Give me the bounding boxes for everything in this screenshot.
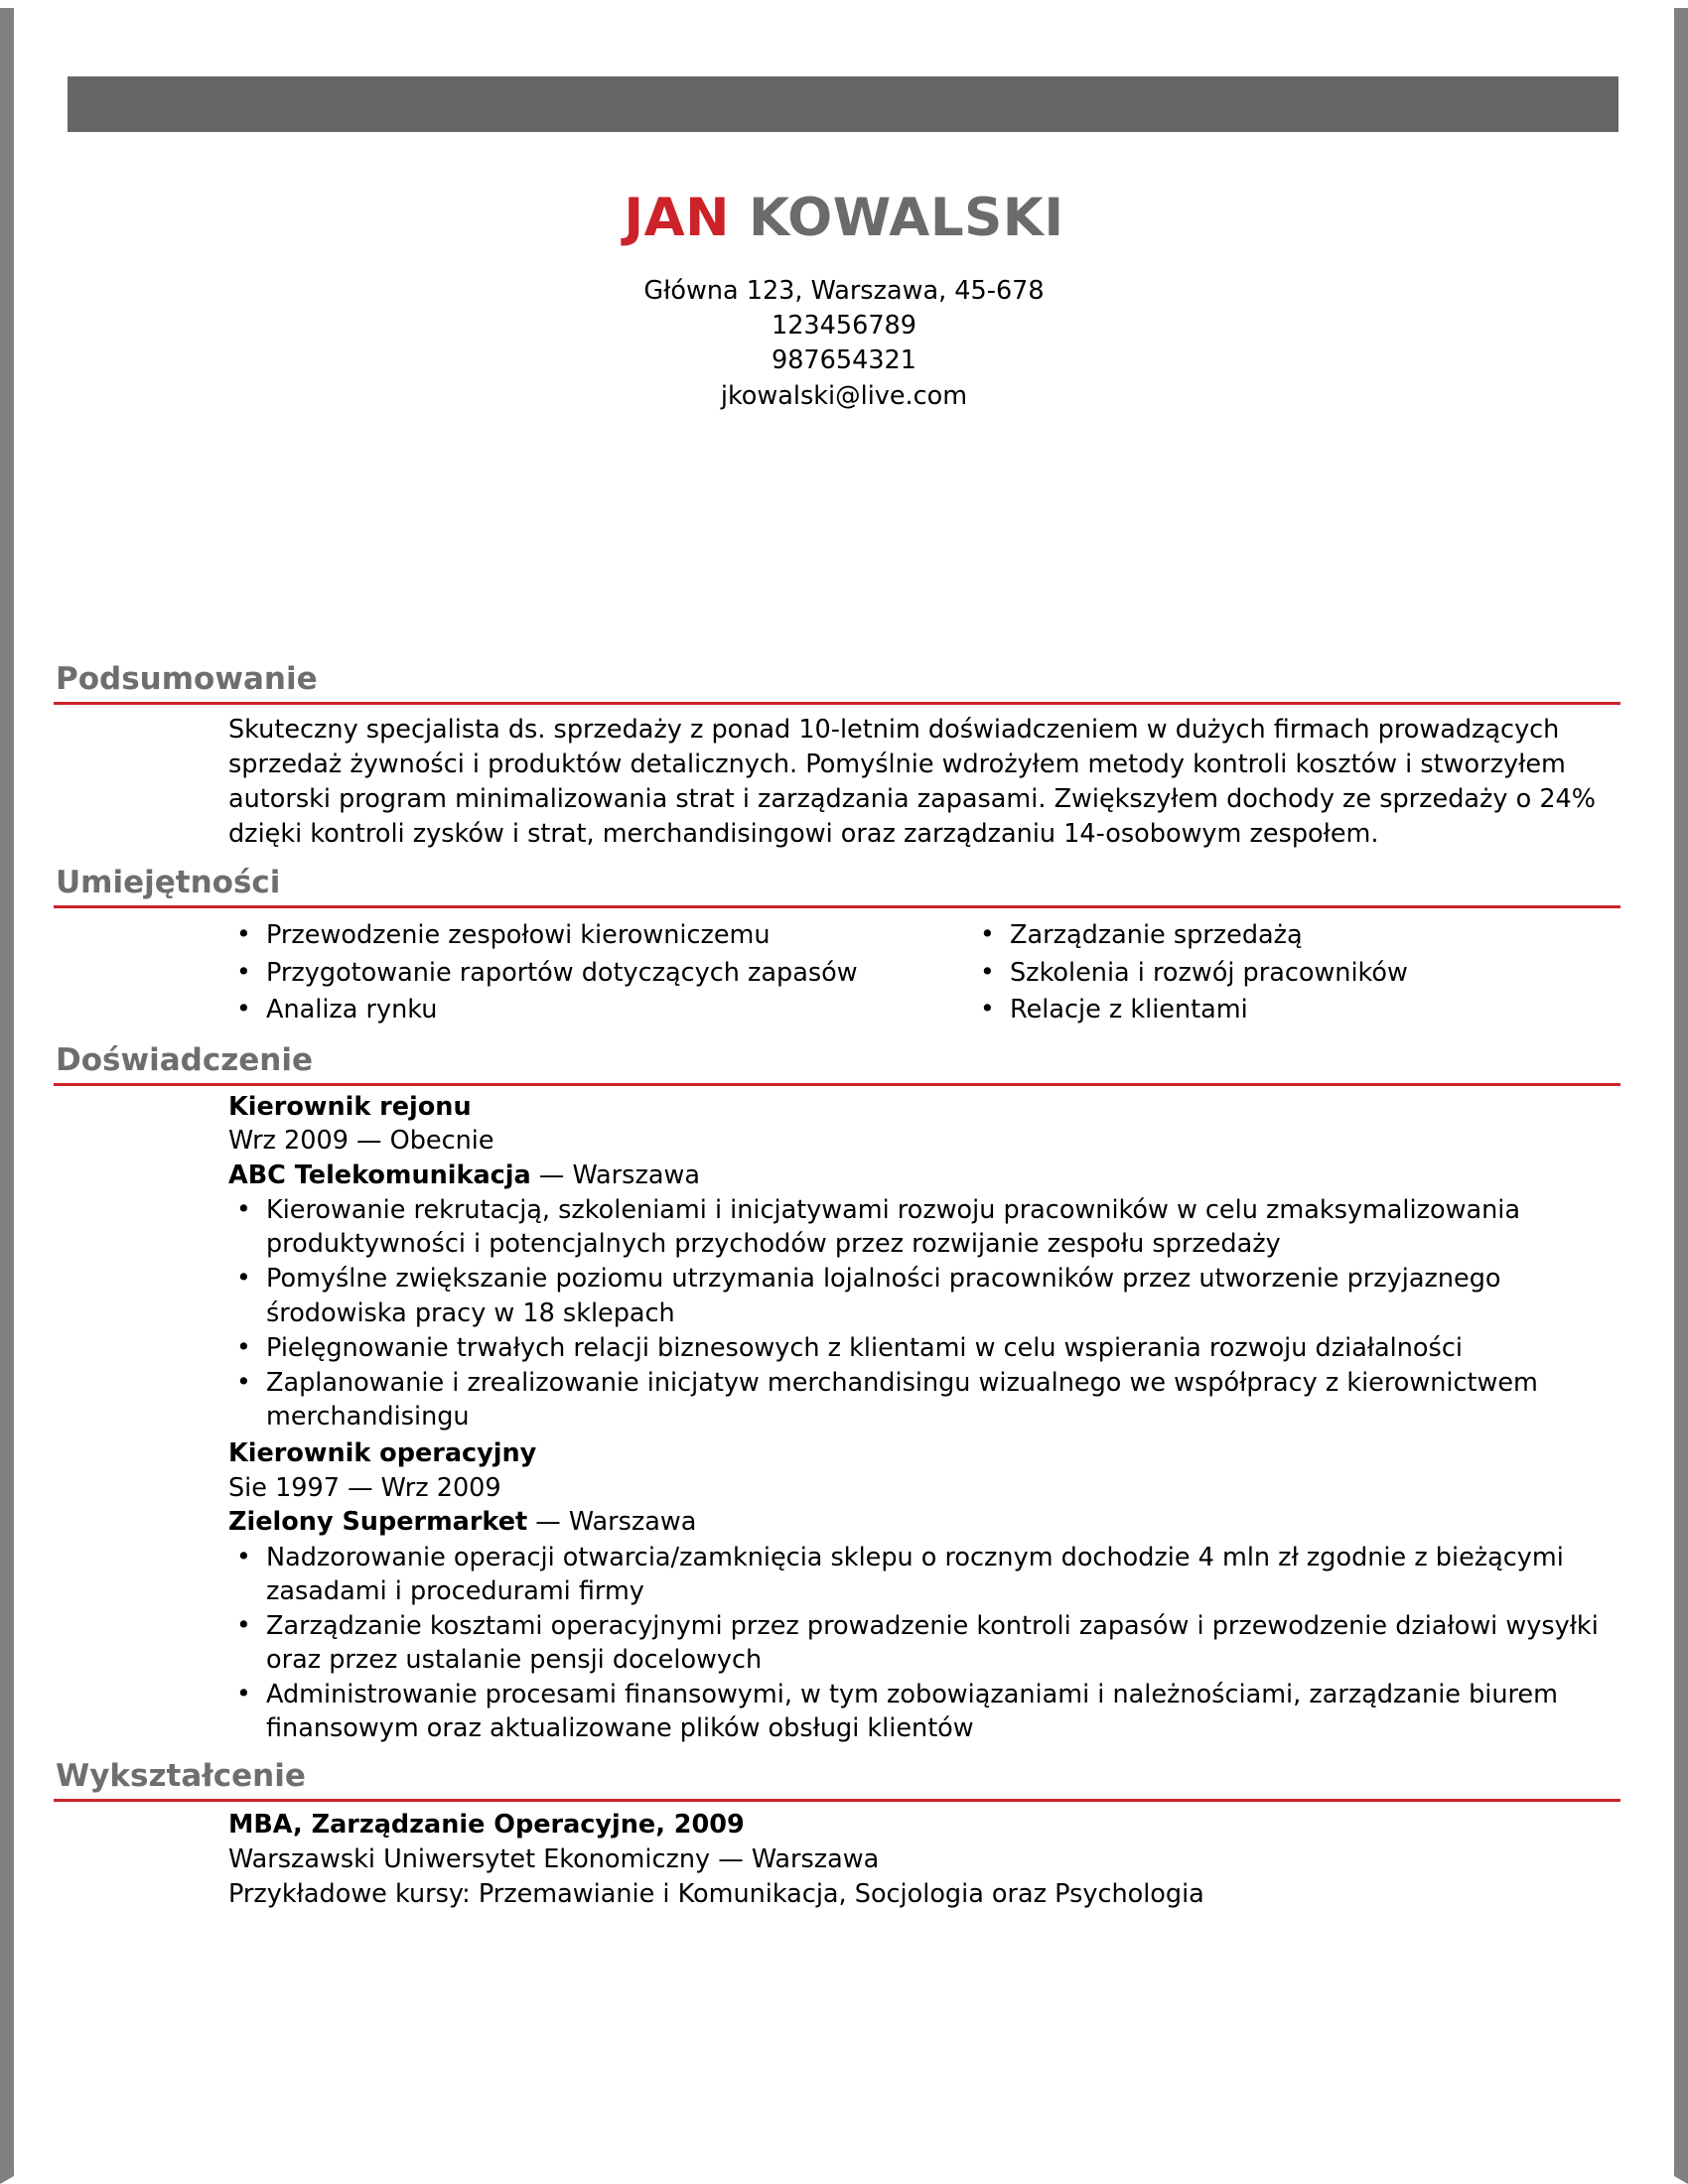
job-bullets [228, 1193, 1620, 1433]
job-location: Warszawa [572, 1160, 700, 1190]
education-entry [54, 1802, 1620, 1911]
job-title: Kierownik rejonu [228, 1091, 472, 1122]
section-title-summary: Podsumowanie [56, 660, 318, 697]
list-item: • Przygotowanie raportów dotyczących zapasów [266, 956, 924, 990]
list-item: • Szkolenia i rozwój pracowników [1010, 956, 1620, 990]
experience-entry [54, 1086, 1620, 1433]
skills-list-right [972, 918, 1620, 1025]
skills-column-left [228, 918, 924, 1028]
list-item: • Nadzorowanie operacji otwarcia/zamknięcia sklepu o rocznym dochodzie 4 mln zł zgodnie z bieżącymi zasadami i procedurami firmy [266, 1541, 1620, 1608]
list-item: • Zarządzanie kosztami operacyjnymi przez prowadzenie kontroli zapasów i przewodzenie działowi wysyłki oraz przez ustalanie pensji docelowych [266, 1609, 1620, 1677]
contact-phone-secondary: 987654321 [771, 345, 916, 376]
list-item: • Analiza rynku [266, 993, 924, 1026]
education-degree: MBA, Zarządzanie Operacyjne, 2009 [228, 1810, 745, 1841]
section-skills [54, 865, 1620, 1028]
job-bullets [228, 1541, 1620, 1746]
job-title: Kierownik operacyjny [228, 1438, 537, 1469]
job-separator: — [527, 1507, 569, 1538]
list-item: • Pielęgnowanie trwałych relacji biznesowych z klientami w celu wspierania rozwoju działalności [266, 1331, 1620, 1365]
summary-text: Skuteczny specjalista ds. sprzedaży z ponad 10-letnim doświadczeniem w dużych firmach prowadzących sprzedaż żywności i produktów detalicznych. Pomyślnie wdrożyłem metody kontroli kosztów i stworzyłem autorski program minimalizowania strat i zarządzania zapasami. Zwiększyłem dochody ze sprzedaży o 24% dzięki kontroli zysków i strat, merchandisingowi oraz zarządzaniu 14-osobowym zespołem. [228, 714, 1597, 849]
section-education [54, 1758, 1620, 1911]
section-title-experience: Doświadczenie [56, 1041, 314, 1078]
section-experience [54, 1041, 1620, 1746]
job-location: Warszawa [568, 1507, 697, 1538]
contact-block [14, 274, 1674, 414]
contact-address: Główna 123, Warszawa, 45-678 [643, 276, 1045, 306]
contact-email[interactable]: jkowalski@live.com [720, 380, 968, 411]
job-company-name: ABC Telekomunikacja [228, 1160, 531, 1190]
education-courses: Przykładowe kursy: Przemawianie i Komunikacja, Socjologia oraz Psychologia [228, 1878, 1204, 1909]
job-company-name: Zielony Supermarket [228, 1507, 528, 1538]
job-separator: — [530, 1160, 573, 1190]
section-title-skills: Umiejętności [56, 865, 281, 901]
job-dates: Wrz 2009 — Obecnie [228, 1126, 494, 1157]
section-title-education: Wykształcenie [56, 1758, 306, 1795]
list-item: • Pomyślne zwiększanie poziomu utrzymania lojalności pracowników przez utworzenie przyjaznego środowiska pracy w 18 sklepach [266, 1262, 1620, 1329]
list-item: • Administrowanie procesami finansowymi, w tym zobowiązaniami i należnościami, zarządzanie biurem finansowym oraz aktualizowane plików obsługi klientów [266, 1678, 1620, 1745]
skills-list-left [228, 918, 924, 1025]
resume-page [14, 8, 1674, 2176]
resume-content [14, 8, 1674, 1911]
job-company-location [228, 1505, 1620, 1539]
list-item: • Przewodzenie zespołowi kierowniczemu [266, 918, 924, 952]
skills-columns [54, 908, 1620, 1028]
experience-entry [54, 1434, 1620, 1745]
first-name: JAN [624, 188, 731, 248]
name-block [14, 188, 1674, 248]
job-dates: Sie 1997 — Wrz 2009 [228, 1472, 501, 1503]
job-company-location [228, 1159, 1620, 1192]
list-item: • Relacje z klientami [1010, 993, 1620, 1026]
list-item: • Zarządzanie sprzedażą [1010, 918, 1620, 952]
last-name: KOWALSKI [730, 188, 1064, 248]
list-item: • Zaplanowanie i zrealizowanie inicjatyw merchandisingu wizualnego we współpracy z kierownictwem merchandisingu [266, 1366, 1620, 1433]
section-summary [54, 660, 1620, 852]
full-name [14, 188, 1674, 248]
skills-column-right [924, 918, 1620, 1028]
contact-phone-primary: 123456789 [771, 311, 916, 341]
list-item: • Kierowanie rekrutacją, szkoleniami i inicjatywami rozwoju pracowników w celu zmaksymalizowania produktywności i potencjalnych przychodów przez rozwijanie zespołu sprzedaży [266, 1193, 1620, 1261]
education-school: Warszawski Uniwersytet Ekonomiczny — Warszawa [228, 1844, 880, 1875]
